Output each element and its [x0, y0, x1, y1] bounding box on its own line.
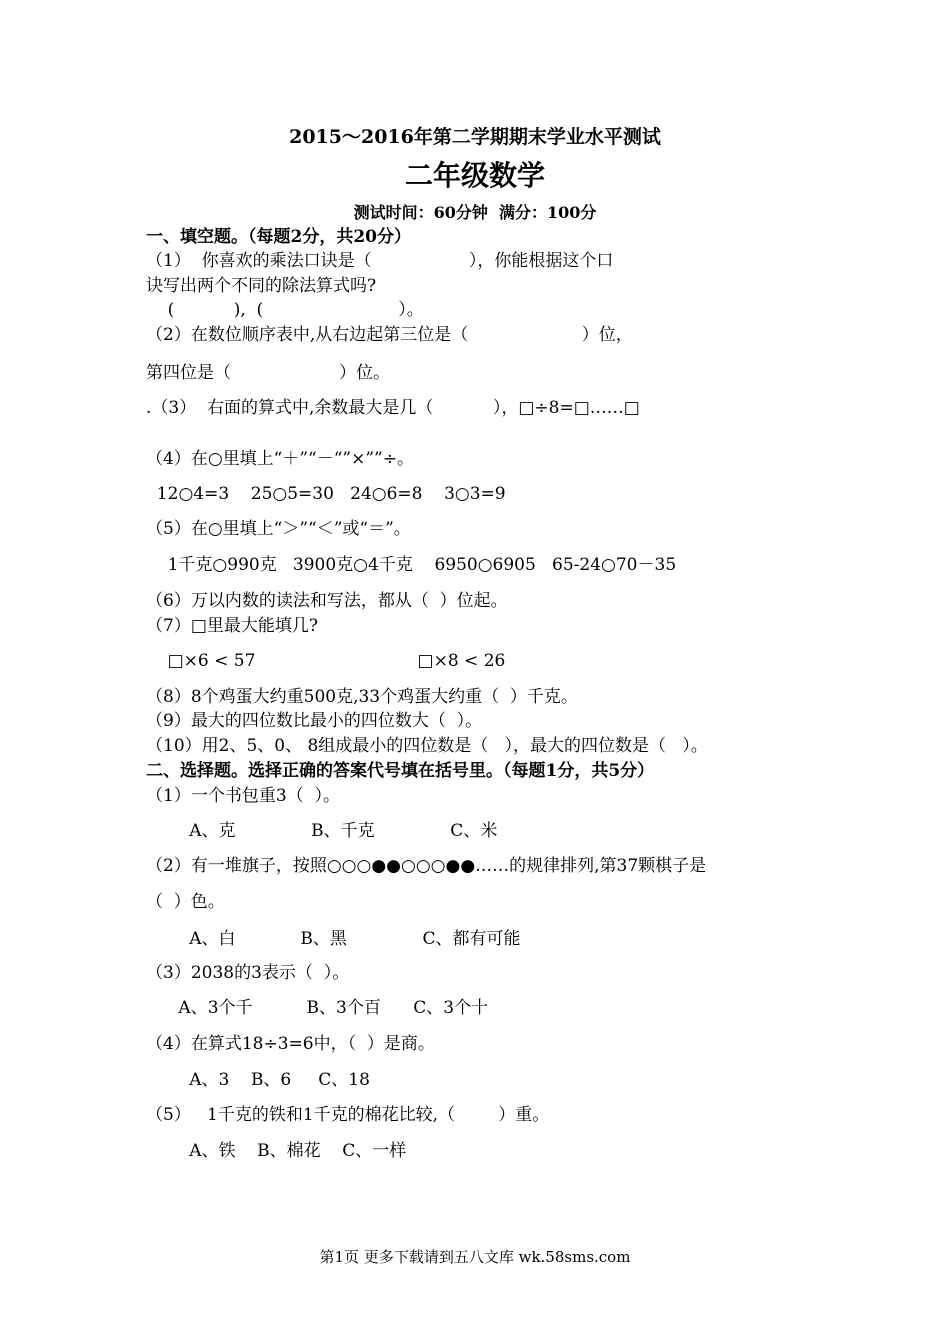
question-line: （ ）色。	[146, 892, 225, 912]
question-line: （4）在算式18÷3=6中，（ ）是商。	[146, 1034, 435, 1054]
question-line: 诀写出两个不同的除法算式吗?	[146, 276, 377, 296]
question-line: （2）有一堆旗子，按照○○○●●○○○●●……的规律排列,第37颗棋子是	[146, 856, 707, 876]
section1-heading: 一、填空题。（每题2分，共20分）	[146, 227, 411, 247]
question-line: 第四位是（ ）位。	[146, 363, 391, 383]
question-line: A、克 B、千克 C、米	[146, 821, 498, 841]
question-line: （1）一个书包重3（ ）。	[146, 786, 340, 806]
question-line: （5）在○里填上“＞”“＜”或“＝”。	[146, 519, 411, 539]
question-line: （2）在数位顺序表中,从右边起第三位是（ ）位，	[146, 325, 633, 345]
section2-heading: 二、选择题。选择正确的答案代号填在括号里。（每题1分，共5分）	[146, 761, 655, 781]
exam-info: 测试时间：60分钟 满分：100分	[353, 203, 597, 222]
question-line: （9）最大的四位数比最小的四位数大（ ）。	[146, 711, 483, 731]
exam-title: 2015～2016年第二学期期末学业水平测试	[289, 126, 661, 148]
question-line: （5） 1千克的铁和1千克的棉花比较,（ ）重。	[146, 1105, 550, 1125]
question-line: ( ), ( ）。	[146, 300, 424, 320]
question-line: （3）2038的3表示（ ）。	[146, 963, 350, 983]
question-line: （1） 你喜欢的乘法口诀是（ ），你能根据这个口	[146, 251, 614, 271]
question-line: A、3个千 B、3个百 C、3个十	[146, 998, 489, 1018]
question-line: 1千克○990克 3900克○4千克 6950○6905 65-24○70－35	[146, 555, 677, 575]
question-line: .（3） 右面的算式中,余数最大是几（ ），□÷8=□……□	[146, 398, 640, 418]
question-line: A、3 B、6 C、18	[146, 1070, 370, 1090]
question-line: （7）□里最大能填几?	[146, 616, 318, 636]
exam-subject: 二年级数学	[404, 159, 545, 192]
question-line: （8）8个鸡蛋大约重500克,33个鸡蛋大约重（ ）千克。	[146, 687, 578, 707]
question-line: （4）在○里填上“＋”“－“”×””÷。	[146, 449, 414, 469]
question-line: （6）万以内数的读法和写法，都从（ ）位起。	[146, 591, 508, 611]
page-footer: 第1页 更多下载请到五八文库 wk.58sms.com	[319, 1248, 631, 1266]
question-line: □×6 < 57 □×8 < 26	[146, 651, 506, 671]
question-line: A、白 B、黑 C、都有可能	[146, 929, 521, 949]
question-line: A、铁 B、棉花 C、一样	[146, 1141, 407, 1161]
question-line: 12○4=3 25○5=30 24○6=8 3○3=9	[146, 484, 506, 504]
question-line: （10）用2、5、0、 8组成最小的四位数是（ ），最大的四位数是（ ）。	[146, 736, 708, 756]
